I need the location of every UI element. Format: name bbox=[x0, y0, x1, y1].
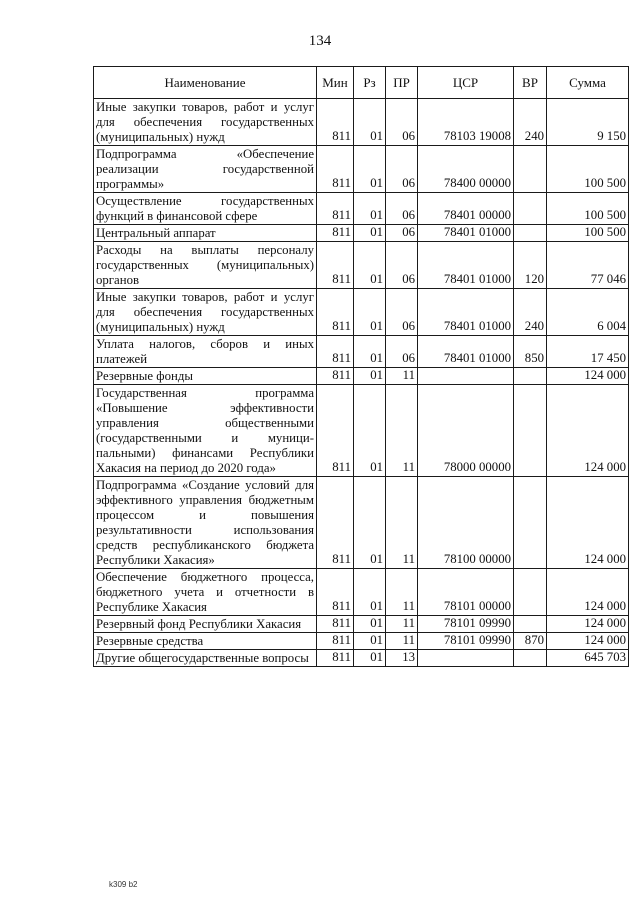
table-row bbox=[94, 336, 629, 368]
table-row bbox=[94, 193, 629, 225]
row-pr: 06 bbox=[386, 289, 418, 336]
row-min: 811 bbox=[317, 99, 354, 146]
row-name: Государственная программа «Повышение эффективности управления общественными (государственными и муниципальными) финансами Республики Хакасия на период до 2020 года» bbox=[94, 385, 317, 477]
row-rz: 01 bbox=[354, 99, 386, 146]
row-sum: 9 150 bbox=[547, 99, 629, 146]
row-csr: 78100 00000 bbox=[418, 477, 514, 569]
table-row bbox=[94, 477, 629, 569]
row-min: 811 bbox=[317, 633, 354, 650]
header-csr: ЦСР bbox=[418, 67, 514, 99]
row-sum: 124 000 bbox=[547, 569, 629, 616]
row-pr: 11 bbox=[386, 616, 418, 633]
row-pr: 11 bbox=[386, 385, 418, 477]
header-rz: Рз bbox=[354, 67, 386, 99]
row-min: 811 bbox=[317, 477, 354, 569]
row-pr: 13 bbox=[386, 650, 418, 667]
row-min: 811 bbox=[317, 225, 354, 242]
row-min: 811 bbox=[317, 385, 354, 477]
row-name: Обеспечение бюджетного процесса, бюджетного учета и отчетности в Республике Хакасия bbox=[94, 569, 317, 616]
header-min: Мин bbox=[317, 67, 354, 99]
row-min: 811 bbox=[317, 368, 354, 385]
row-min: 811 bbox=[317, 242, 354, 289]
row-min: 811 bbox=[317, 193, 354, 225]
row-sum: 124 000 bbox=[547, 385, 629, 477]
table-header-row bbox=[94, 67, 629, 99]
row-csr: 78401 01000 bbox=[418, 336, 514, 368]
row-csr: 78401 00000 bbox=[418, 193, 514, 225]
row-vr bbox=[514, 616, 547, 633]
row-pr: 06 bbox=[386, 146, 418, 193]
row-sum: 100 500 bbox=[547, 146, 629, 193]
row-rz: 01 bbox=[354, 650, 386, 667]
row-rz: 01 bbox=[354, 242, 386, 289]
row-pr: 11 bbox=[386, 633, 418, 650]
row-pr: 06 bbox=[386, 336, 418, 368]
row-pr: 06 bbox=[386, 225, 418, 242]
row-vr bbox=[514, 225, 547, 242]
row-sum: 124 000 bbox=[547, 368, 629, 385]
table-row bbox=[94, 616, 629, 633]
row-pr: 11 bbox=[386, 569, 418, 616]
table-row bbox=[94, 289, 629, 336]
table-row bbox=[94, 569, 629, 616]
row-min: 811 bbox=[317, 146, 354, 193]
row-min: 811 bbox=[317, 650, 354, 667]
row-sum: 124 000 bbox=[547, 477, 629, 569]
row-csr bbox=[418, 368, 514, 385]
row-csr: 78401 01000 bbox=[418, 242, 514, 289]
row-csr: 78103 19008 bbox=[418, 99, 514, 146]
row-csr: 78401 01000 bbox=[418, 225, 514, 242]
row-name: Подпрограмма «Обеспечение реализации государственной программы» bbox=[94, 146, 317, 193]
row-vr: 240 bbox=[514, 289, 547, 336]
header-pr: ПР bbox=[386, 67, 418, 99]
row-vr: 850 bbox=[514, 336, 547, 368]
row-name: Другие общегосударственные вопросы bbox=[94, 650, 317, 667]
row-csr bbox=[418, 650, 514, 667]
row-name: Резервный фонд Республики Хакасия bbox=[94, 616, 317, 633]
row-pr: 06 bbox=[386, 242, 418, 289]
row-sum: 17 450 bbox=[547, 336, 629, 368]
row-min: 811 bbox=[317, 336, 354, 368]
row-sum: 645 703 bbox=[547, 650, 629, 667]
row-csr: 78101 09990 bbox=[418, 616, 514, 633]
table-row bbox=[94, 146, 629, 193]
row-rz: 01 bbox=[354, 193, 386, 225]
row-sum: 124 000 bbox=[547, 633, 629, 650]
row-pr: 06 bbox=[386, 99, 418, 146]
header-name: Наименование bbox=[94, 67, 317, 99]
table-row bbox=[94, 385, 629, 477]
row-sum: 77 046 bbox=[547, 242, 629, 289]
row-rz: 01 bbox=[354, 633, 386, 650]
row-vr bbox=[514, 146, 547, 193]
row-rz: 01 bbox=[354, 385, 386, 477]
table-row bbox=[94, 99, 629, 146]
row-csr: 78401 01000 bbox=[418, 289, 514, 336]
row-name: Резервные фонды bbox=[94, 368, 317, 385]
row-vr: 240 bbox=[514, 99, 547, 146]
row-rz: 01 bbox=[354, 289, 386, 336]
budget-table bbox=[93, 66, 629, 667]
header-sum: Сумма bbox=[547, 67, 629, 99]
row-rz: 01 bbox=[354, 336, 386, 368]
row-rz: 01 bbox=[354, 225, 386, 242]
row-pr: 11 bbox=[386, 368, 418, 385]
row-name: Уплата налогов, сборов и иных платежей bbox=[94, 336, 317, 368]
row-csr: 78101 00000 bbox=[418, 569, 514, 616]
row-csr: 78000 00000 bbox=[418, 385, 514, 477]
row-pr: 06 bbox=[386, 193, 418, 225]
row-name: Осуществление государственных функций в финансовой сфере bbox=[94, 193, 317, 225]
row-vr bbox=[514, 650, 547, 667]
row-sum: 100 500 bbox=[547, 193, 629, 225]
row-vr: 120 bbox=[514, 242, 547, 289]
row-name: Иные закупки товаров, работ и услуг для обеспечения государственных (муниципальных) нужд bbox=[94, 289, 317, 336]
row-vr bbox=[514, 193, 547, 225]
row-rz: 01 bbox=[354, 368, 386, 385]
row-name: Центральный аппарат bbox=[94, 225, 317, 242]
row-vr bbox=[514, 385, 547, 477]
row-name: Расходы на выплаты персоналу государственных (муниципальных) органов bbox=[94, 242, 317, 289]
table-row bbox=[94, 650, 629, 667]
row-sum: 100 500 bbox=[547, 225, 629, 242]
row-rz: 01 bbox=[354, 146, 386, 193]
row-name: Иные закупки товаров, работ и услуг для обеспечения государственных (муниципальных) нужд bbox=[94, 99, 317, 146]
table-row bbox=[94, 633, 629, 650]
row-vr bbox=[514, 477, 547, 569]
row-min: 811 bbox=[317, 616, 354, 633]
row-name: Подпрограмма «Создание условий для эффективного управления бюджетным процессом и повышения результативности использования средств республиканского бюджета Республики Хакасия» bbox=[94, 477, 317, 569]
row-vr bbox=[514, 368, 547, 385]
table-body bbox=[94, 99, 629, 667]
row-sum: 124 000 bbox=[547, 616, 629, 633]
row-min: 811 bbox=[317, 569, 354, 616]
footer-code: k309 b2 bbox=[109, 880, 138, 889]
row-csr: 78101 09990 bbox=[418, 633, 514, 650]
table-row bbox=[94, 225, 629, 242]
row-name: Резервные средства bbox=[94, 633, 317, 650]
row-pr: 11 bbox=[386, 477, 418, 569]
row-vr bbox=[514, 569, 547, 616]
row-vr: 870 bbox=[514, 633, 547, 650]
page-number: 134 bbox=[308, 33, 332, 49]
row-min: 811 bbox=[317, 289, 354, 336]
row-sum: 6 004 bbox=[547, 289, 629, 336]
table-row bbox=[94, 242, 629, 289]
table-row bbox=[94, 368, 629, 385]
row-rz: 01 bbox=[354, 616, 386, 633]
header-vr: ВР bbox=[514, 67, 547, 99]
row-rz: 01 bbox=[354, 477, 386, 569]
row-rz: 01 bbox=[354, 569, 386, 616]
row-csr: 78400 00000 bbox=[418, 146, 514, 193]
